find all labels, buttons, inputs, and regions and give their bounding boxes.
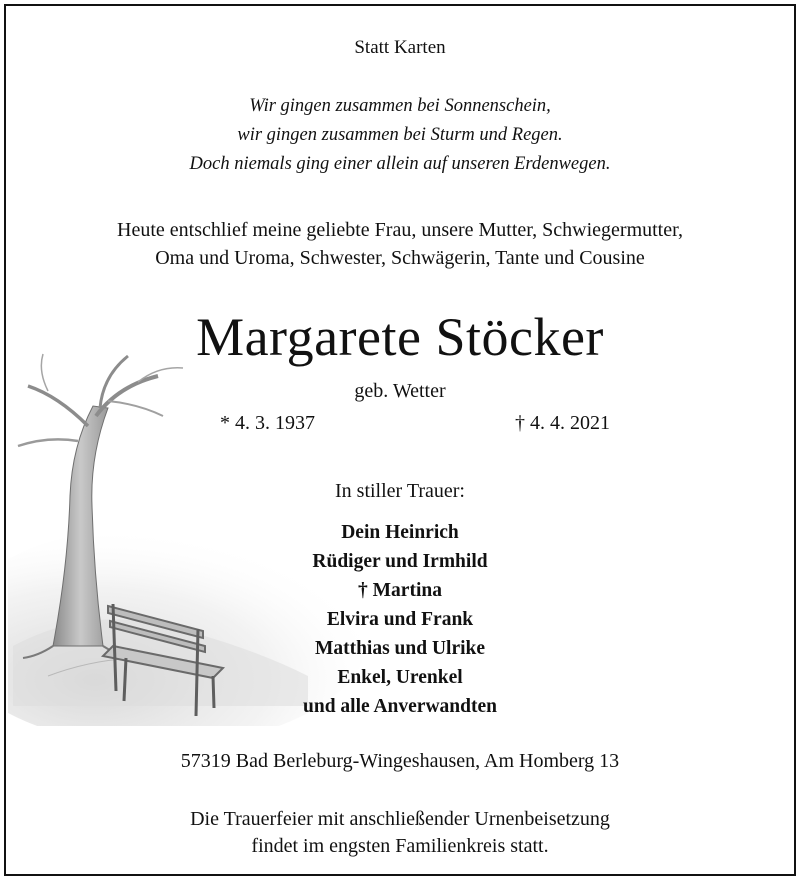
- family-line-2: Rüdiger und Irmhild: [312, 551, 488, 572]
- family-line-7: und alle Anverwandten: [303, 696, 497, 717]
- poem-line-2: wir gingen zusammen bei Sturm und Regen.: [237, 125, 563, 145]
- poem-line-3: Doch niemals ging einer allein auf unseren Erdenwegen.: [189, 154, 611, 174]
- birth-date: * 4. 3. 1937: [220, 412, 315, 434]
- family-line-1: Dein Heinrich: [341, 522, 459, 543]
- maiden-name: geb. Wetter: [354, 380, 446, 402]
- intro-line-1: Heute entschlief meine geliebte Frau, unsere Mutter, Schwiegermutter,: [117, 219, 683, 241]
- notice-line-2: findet im engsten Familienkreis statt.: [251, 835, 549, 857]
- family-line-5: Matthias und Ulrike: [314, 638, 486, 659]
- death-date: † 4. 4. 2021: [515, 412, 610, 434]
- header-text: Statt Karten: [354, 37, 446, 58]
- poem-line-1: Wir gingen zusammen bei Sonnenschein,: [249, 96, 551, 116]
- address: 57319 Bad Berleburg-Wingeshausen, Am Homberg 13: [180, 750, 620, 772]
- deceased-name: Margarete Stöcker: [196, 307, 604, 367]
- notice-line-1: Die Trauerfeier mit anschließender Urnenbeisetzung: [190, 808, 610, 830]
- family-line-4: Elvira und Frank: [326, 609, 474, 630]
- family-line-6: Enkel, Urenkel: [337, 667, 463, 688]
- mourning-heading: In stiller Trauer:: [335, 480, 465, 502]
- obituary-card: [4, 4, 796, 876]
- family-line-3: † Martina: [358, 580, 442, 601]
- intro-line-2: Oma und Uroma, Schwester, Schwägerin, Tante und Cousine: [155, 247, 645, 269]
